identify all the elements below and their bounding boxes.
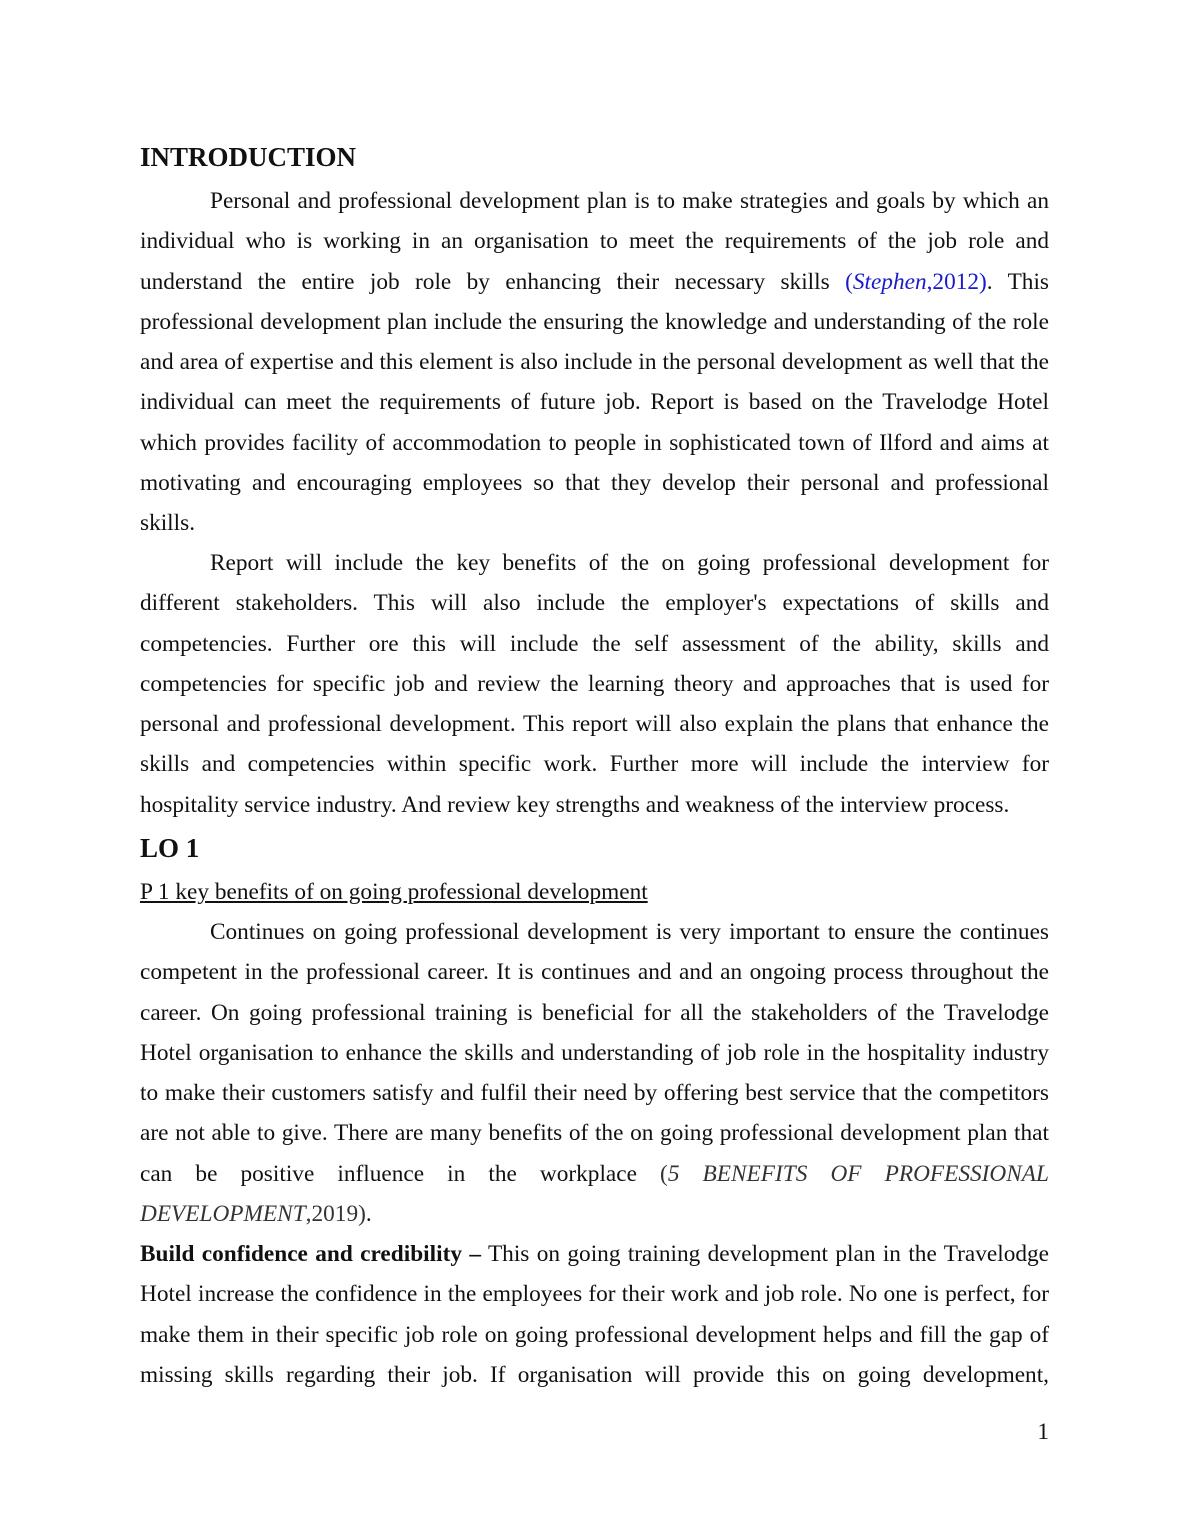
paragraph-intro-1 — [140, 181, 1049, 543]
paragraph-intro-2: Report will include the key benefits of the on going professional development for different stakeholders. This will also include the employer's expectations of skills and competencies. Further ore this will include the self assessment of the ability, skills and competencies for specific job and review the learning theory and approaches that is used for personal and professional development. This report will also explain the plans that enhance the skills and competencies within specific work. Further more will include the interview for hospitality service industry. And review key strengths and weakness of the interview process. — [140, 550, 1049, 818]
heading-lo1: LO 1 — [140, 833, 200, 863]
paragraph-confidence — [140, 1234, 1049, 1395]
cite-year: ,2012) — [926, 268, 987, 295]
cite-title: 5 BENEFITS OF PROFESSIONAL DEVELOPMENT — [140, 1160, 1049, 1227]
cite-author: Stephen — [852, 268, 927, 295]
text: . — [365, 1200, 372, 1227]
bold-lead: Build confidence and credibility – — [140, 1241, 481, 1267]
page-number: 1 — [1037, 1419, 1049, 1445]
cite-paren: ( — [660, 1160, 668, 1187]
heading-introduction: INTRODUCTION — [140, 142, 357, 172]
citation-stephen — [845, 269, 987, 295]
subheading-p1: P 1 key benefits of on going professional development — [140, 879, 648, 905]
text: This on going training development plan in the Travelodge Hotel increase the confidence in the employees for their work and job role. No one is perfect, for make them in their specific job role on going professional development helps and fill the gap of missing skills regarding their job. If organisation will provide this on going development, — [140, 1241, 1049, 1388]
cite-paren: ( — [845, 268, 853, 295]
text: . This professional development plan include the ensuring the knowledge and understanding of the role and area of expertise and this element is also include in the personal development as well that the individual can meet the requirements of future job. Report is based on the Travelodge Hotel which provides facility of accommodation to people in sophisticated town of Ilford and aims at motivating and encouraging employees so that they develop their personal and professional skills. — [140, 268, 1049, 536]
text: Personal and professional development plan is to make strategies and goals by which an individual who is working in an organisation to meet the requirements of the job role and understand the entire job role by enhancing their necessary skills — [140, 188, 1049, 295]
text: Continues on going professional development is very important to ensure the continues competent in the professional career. It is continues and and an ongoing process throughout the career. On going professional training is beneficial for all the stakeholders of the Travelodge Hotel organisation to enhance the skills and understanding of job role in the hospitality industry to make their customers satisfy and fulfil their need by offering best service that the competitors are not able to give. There are many benefits of the on going professional development plan that can be positive influence in the workplace — [140, 919, 1049, 1187]
paragraph-p1-1 — [140, 912, 1049, 1234]
cite-year: ,2019) — [305, 1200, 366, 1227]
